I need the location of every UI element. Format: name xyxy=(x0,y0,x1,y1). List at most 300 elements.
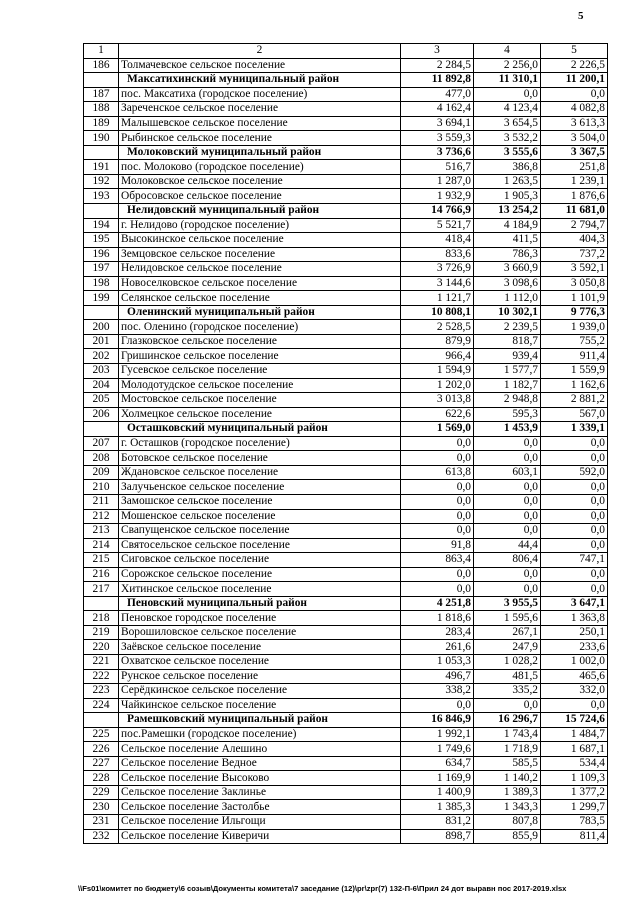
value-col4: 2 239,5 xyxy=(474,320,541,335)
value-col5: 0,0 xyxy=(541,494,608,509)
value-col3: 3 736,6 xyxy=(401,145,474,160)
value-col3: 0,0 xyxy=(401,582,474,597)
table-header-row xyxy=(84,44,608,59)
value-col5: 1 559,9 xyxy=(541,364,608,379)
row-number: 206 xyxy=(84,407,119,422)
value-col4: 1 389,3 xyxy=(474,785,541,800)
value-col5: 250,1 xyxy=(541,625,608,640)
table-row xyxy=(84,611,608,626)
value-col3: 496,7 xyxy=(401,669,474,684)
settlement-name: пос. Оленино (городское поселение) xyxy=(119,320,401,335)
value-col3: 3 559,3 xyxy=(401,131,474,146)
settlement-name: Сельское поселение Заклинье xyxy=(119,785,401,800)
row-number: 224 xyxy=(84,698,119,713)
value-col4: 1 743,4 xyxy=(474,727,541,742)
value-col3: 966,4 xyxy=(401,349,474,364)
value-col5: 251,8 xyxy=(541,160,608,175)
value-col3: 898,7 xyxy=(401,829,474,844)
value-col4: 0,0 xyxy=(474,494,541,509)
row-number: 203 xyxy=(84,364,119,379)
table-row xyxy=(84,364,608,379)
value-col3: 1 287,0 xyxy=(401,174,474,189)
value-col5: 1 101,9 xyxy=(541,291,608,306)
settlement-name: Ворошиловское сельское поселение xyxy=(119,625,401,640)
settlement-name: Мостовское сельское поселение xyxy=(119,393,401,408)
table-row xyxy=(84,698,608,713)
value-col4: 1 263,5 xyxy=(474,174,541,189)
table-row xyxy=(84,742,608,757)
value-col4: 0,0 xyxy=(474,698,541,713)
value-col3: 4 162,4 xyxy=(401,102,474,117)
value-col5: 0,0 xyxy=(541,698,608,713)
table-row xyxy=(84,538,608,553)
row-number: 201 xyxy=(84,334,119,349)
value-col5: 0,0 xyxy=(541,451,608,466)
table-row xyxy=(84,393,608,408)
settlement-name: Холмецкое сельское поселение xyxy=(119,407,401,422)
row-number: 216 xyxy=(84,567,119,582)
settlement-name: Сельское поселение Ведное xyxy=(119,756,401,771)
settlement-name: Нелидовское сельское поселение xyxy=(119,262,401,277)
settlement-name: Мошенское сельское поселение xyxy=(119,509,401,524)
settlement-name: Глазковское сельское поселение xyxy=(119,334,401,349)
value-col5: 3 504,0 xyxy=(541,131,608,146)
value-col4: 939,4 xyxy=(474,349,541,364)
table-row xyxy=(84,247,608,262)
row-number xyxy=(84,305,119,320)
value-col5: 404,3 xyxy=(541,233,608,248)
row-number: 211 xyxy=(84,494,119,509)
value-col3: 1 594,9 xyxy=(401,364,474,379)
row-number: 199 xyxy=(84,291,119,306)
value-col3: 2 284,5 xyxy=(401,58,474,73)
settlement-name: Замошское сельское поселение xyxy=(119,494,401,509)
row-number xyxy=(84,204,119,219)
table-row xyxy=(84,829,608,844)
value-col3: 4 251,8 xyxy=(401,596,474,611)
table-row xyxy=(84,756,608,771)
settlement-name: пос. Максатиха (городское поселение) xyxy=(119,87,401,102)
value-col5: 592,0 xyxy=(541,465,608,480)
row-number: 192 xyxy=(84,174,119,189)
value-col5: 0,0 xyxy=(541,509,608,524)
row-number: 197 xyxy=(84,262,119,277)
value-col3: 0,0 xyxy=(401,567,474,582)
row-number: 219 xyxy=(84,625,119,640)
value-col3: 1 385,3 xyxy=(401,800,474,815)
value-col4: 335,2 xyxy=(474,684,541,699)
row-number: 194 xyxy=(84,218,119,233)
settlement-name: Сельское поселение Киверичи xyxy=(119,829,401,844)
value-col5: 11 681,0 xyxy=(541,204,608,219)
file-path-footer: \\Fs01\комитет по бюджету\6 созыв\Документы комитета\7 заседание (12)\рr\zpr(7) 132-П-6\Прил 24 дот выравн пос 2017-2019.xlsx xyxy=(78,884,567,893)
value-col3: 516,7 xyxy=(401,160,474,175)
value-col3: 0,0 xyxy=(401,509,474,524)
table-row xyxy=(84,814,608,829)
table-row xyxy=(84,160,608,175)
row-number: 229 xyxy=(84,785,119,800)
value-col3: 863,4 xyxy=(401,553,474,568)
value-col5: 3 367,5 xyxy=(541,145,608,160)
value-col4: 0,0 xyxy=(474,480,541,495)
table-row xyxy=(84,524,608,539)
value-col5: 1 109,3 xyxy=(541,771,608,786)
value-col5: 3 647,1 xyxy=(541,596,608,611)
row-number: 226 xyxy=(84,742,119,757)
row-number: 193 xyxy=(84,189,119,204)
row-number: 210 xyxy=(84,480,119,495)
settlement-name: Святосельское сельское поселение xyxy=(119,538,401,553)
district-row xyxy=(84,73,608,88)
row-number xyxy=(84,596,119,611)
table-row xyxy=(84,102,608,117)
table-row xyxy=(84,378,608,393)
value-col3: 261,6 xyxy=(401,640,474,655)
table-row xyxy=(84,654,608,669)
value-col4: 1 028,2 xyxy=(474,654,541,669)
value-col5: 755,2 xyxy=(541,334,608,349)
value-col3: 91,8 xyxy=(401,538,474,553)
value-col3: 0,0 xyxy=(401,480,474,495)
row-number: 202 xyxy=(84,349,119,364)
settlement-name: пос.Рамешки (городское поселение) xyxy=(119,727,401,742)
district-row xyxy=(84,305,608,320)
value-col3: 11 892,8 xyxy=(401,73,474,88)
value-col4: 1 182,7 xyxy=(474,378,541,393)
value-col5: 0,0 xyxy=(541,538,608,553)
table-row xyxy=(84,494,608,509)
value-col3: 0,0 xyxy=(401,494,474,509)
table-row xyxy=(84,465,608,480)
value-col4: 481,5 xyxy=(474,669,541,684)
value-col3: 3 694,1 xyxy=(401,116,474,131)
value-col3: 622,6 xyxy=(401,407,474,422)
table-row xyxy=(84,553,608,568)
table-row xyxy=(84,131,608,146)
settlement-name: Высокинское сельское поселение xyxy=(119,233,401,248)
value-col3: 879,9 xyxy=(401,334,474,349)
value-col3: 1 932,9 xyxy=(401,189,474,204)
value-col4: 4 184,9 xyxy=(474,218,541,233)
value-col3: 1 121,7 xyxy=(401,291,474,306)
table-row xyxy=(84,407,608,422)
table-row xyxy=(84,785,608,800)
settlement-name: Рыбинское сельское поселение xyxy=(119,131,401,146)
settlement-name: Пеновское городское поселение xyxy=(119,611,401,626)
value-col4: 1 112,0 xyxy=(474,291,541,306)
value-col3: 0,0 xyxy=(401,451,474,466)
value-col4: 3 955,5 xyxy=(474,596,541,611)
value-col4: 806,4 xyxy=(474,553,541,568)
value-col3: 634,7 xyxy=(401,756,474,771)
settlement-name: Сельское поселение Застолбье xyxy=(119,800,401,815)
district-row xyxy=(84,145,608,160)
value-col4: 1 453,9 xyxy=(474,422,541,437)
value-col3: 1 169,9 xyxy=(401,771,474,786)
table-row xyxy=(84,480,608,495)
row-number xyxy=(84,422,119,437)
row-number: 220 xyxy=(84,640,119,655)
value-col4: 247,9 xyxy=(474,640,541,655)
table-row xyxy=(84,684,608,699)
district-row xyxy=(84,204,608,219)
row-number xyxy=(84,713,119,728)
settlement-name: Гришинское сельское поселение xyxy=(119,349,401,364)
value-col5: 1 299,7 xyxy=(541,800,608,815)
value-col5: 0,0 xyxy=(541,480,608,495)
district-row xyxy=(84,596,608,611)
table-row xyxy=(84,727,608,742)
value-col4: 3 654,5 xyxy=(474,116,541,131)
table-row xyxy=(84,625,608,640)
value-col5: 1 363,8 xyxy=(541,611,608,626)
settlement-name: Ботовское сельское поселение xyxy=(119,451,401,466)
settlement-name: Обросовское сельское поселение xyxy=(119,189,401,204)
value-col5: 11 200,1 xyxy=(541,73,608,88)
value-col3: 3 144,6 xyxy=(401,276,474,291)
value-col5: 737,2 xyxy=(541,247,608,262)
value-col5: 0,0 xyxy=(541,582,608,597)
value-col3: 418,4 xyxy=(401,233,474,248)
value-col5: 1 239,1 xyxy=(541,174,608,189)
value-col4: 44,4 xyxy=(474,538,541,553)
row-number: 205 xyxy=(84,393,119,408)
value-col3: 283,4 xyxy=(401,625,474,640)
value-col5: 783,5 xyxy=(541,814,608,829)
value-col5: 0,0 xyxy=(541,436,608,451)
value-col3: 5 521,7 xyxy=(401,218,474,233)
table-row xyxy=(84,320,608,335)
settlement-name: Сельское поселение Ильгощи xyxy=(119,814,401,829)
settlement-name: Селянское сельское поселение xyxy=(119,291,401,306)
table-row xyxy=(84,218,608,233)
subsidy-table xyxy=(83,43,608,844)
settlement-name: Осташковский муниципальный район xyxy=(119,422,401,437)
value-col4: 411,5 xyxy=(474,233,541,248)
value-col3: 1 569,0 xyxy=(401,422,474,437)
value-col5: 534,4 xyxy=(541,756,608,771)
value-col5: 1 002,0 xyxy=(541,654,608,669)
row-number: 208 xyxy=(84,451,119,466)
value-col4: 1 595,6 xyxy=(474,611,541,626)
settlement-name: Новоселковское сельское поселение xyxy=(119,276,401,291)
settlement-name: Хитинское сельское поселение xyxy=(119,582,401,597)
column-header: 2 xyxy=(119,44,401,59)
value-col4: 786,3 xyxy=(474,247,541,262)
column-header: 5 xyxy=(541,44,608,59)
value-col4: 16 296,7 xyxy=(474,713,541,728)
value-col4: 3 532,2 xyxy=(474,131,541,146)
settlement-name: Сельское поселение Алешино xyxy=(119,742,401,757)
value-col4: 0,0 xyxy=(474,451,541,466)
table-row xyxy=(84,174,608,189)
value-col4: 1 140,2 xyxy=(474,771,541,786)
row-number: 215 xyxy=(84,553,119,568)
value-col3: 2 528,5 xyxy=(401,320,474,335)
value-col3: 3 013,8 xyxy=(401,393,474,408)
settlement-name: Сорожское сельское поселение xyxy=(119,567,401,582)
value-col4: 3 098,6 xyxy=(474,276,541,291)
row-number: 212 xyxy=(84,509,119,524)
row-number: 221 xyxy=(84,654,119,669)
value-col4: 0,0 xyxy=(474,436,541,451)
row-number: 187 xyxy=(84,87,119,102)
row-number: 200 xyxy=(84,320,119,335)
settlement-name: Зареченское сельское поселение xyxy=(119,102,401,117)
table-row xyxy=(84,582,608,597)
value-col4: 267,1 xyxy=(474,625,541,640)
row-number: 218 xyxy=(84,611,119,626)
table-row xyxy=(84,509,608,524)
value-col4: 585,5 xyxy=(474,756,541,771)
value-col4: 10 302,1 xyxy=(474,305,541,320)
settlement-name: Чайкинское сельское поселение xyxy=(119,698,401,713)
settlement-name: Малышевское сельское поселение xyxy=(119,116,401,131)
row-number: 196 xyxy=(84,247,119,262)
table-row xyxy=(84,669,608,684)
row-number: 227 xyxy=(84,756,119,771)
value-col3: 613,8 xyxy=(401,465,474,480)
value-col5: 332,0 xyxy=(541,684,608,699)
value-col3: 831,2 xyxy=(401,814,474,829)
value-col4: 1 343,3 xyxy=(474,800,541,815)
value-col3: 3 726,9 xyxy=(401,262,474,277)
settlement-name: Заёвское сельское поселение xyxy=(119,640,401,655)
district-row xyxy=(84,713,608,728)
table-row xyxy=(84,771,608,786)
value-col4: 1 718,9 xyxy=(474,742,541,757)
table-row xyxy=(84,276,608,291)
value-col3: 1 818,6 xyxy=(401,611,474,626)
value-col5: 2 794,7 xyxy=(541,218,608,233)
value-col5: 1 162,6 xyxy=(541,378,608,393)
value-col3: 833,6 xyxy=(401,247,474,262)
table-row xyxy=(84,87,608,102)
table-row xyxy=(84,116,608,131)
value-col5: 4 082,8 xyxy=(541,102,608,117)
value-col5: 811,4 xyxy=(541,829,608,844)
settlement-name: Свапущенское сельское поселение xyxy=(119,524,401,539)
row-number: 223 xyxy=(84,684,119,699)
settlement-name: Гусевское сельское поселение xyxy=(119,364,401,379)
value-col5: 1 377,2 xyxy=(541,785,608,800)
value-col3: 0,0 xyxy=(401,436,474,451)
settlement-name: Земцовское сельское поселение xyxy=(119,247,401,262)
table-row xyxy=(84,291,608,306)
value-col4: 1 905,3 xyxy=(474,189,541,204)
table-row xyxy=(84,436,608,451)
row-number: 222 xyxy=(84,669,119,684)
settlement-name: Максатихинский муниципальный район xyxy=(119,73,401,88)
row-number: 189 xyxy=(84,116,119,131)
value-col4: 855,9 xyxy=(474,829,541,844)
value-col5: 2 226,5 xyxy=(541,58,608,73)
settlement-name: пос. Молоково (городское поселение) xyxy=(119,160,401,175)
value-col4: 0,0 xyxy=(474,567,541,582)
value-col3: 1 202,0 xyxy=(401,378,474,393)
settlement-name: Охватское сельское поселение xyxy=(119,654,401,669)
value-col5: 233,6 xyxy=(541,640,608,655)
row-number: 230 xyxy=(84,800,119,815)
value-col4: 603,1 xyxy=(474,465,541,480)
column-header: 4 xyxy=(474,44,541,59)
value-col3: 1 400,9 xyxy=(401,785,474,800)
value-col5: 15 724,6 xyxy=(541,713,608,728)
settlement-name: Молодотудское сельское поселение xyxy=(119,378,401,393)
value-col5: 0,0 xyxy=(541,87,608,102)
value-col5: 0,0 xyxy=(541,567,608,582)
value-col4: 386,8 xyxy=(474,160,541,175)
row-number: 225 xyxy=(84,727,119,742)
settlement-name: г. Осташков (городское поселение) xyxy=(119,436,401,451)
settlement-name: Пеновский муниципальный район xyxy=(119,596,401,611)
value-col5: 1 939,0 xyxy=(541,320,608,335)
settlement-name: Залучьенское сельское поселение xyxy=(119,480,401,495)
row-number: 191 xyxy=(84,160,119,175)
settlement-name: Молоковское сельское поселение xyxy=(119,174,401,189)
column-header: 3 xyxy=(401,44,474,59)
value-col3: 1 749,6 xyxy=(401,742,474,757)
value-col5: 0,0 xyxy=(541,524,608,539)
value-col3: 10 808,1 xyxy=(401,305,474,320)
row-number: 228 xyxy=(84,771,119,786)
row-number: 231 xyxy=(84,814,119,829)
value-col3: 16 846,9 xyxy=(401,713,474,728)
value-col5: 465,6 xyxy=(541,669,608,684)
value-col3: 1 053,3 xyxy=(401,654,474,669)
settlement-name: Сельское поселение Высоково xyxy=(119,771,401,786)
table-row xyxy=(84,233,608,248)
value-col4: 1 577,7 xyxy=(474,364,541,379)
settlement-name: Толмачевское сельское поселение xyxy=(119,58,401,73)
value-col3: 1 992,1 xyxy=(401,727,474,742)
column-header: 1 xyxy=(84,44,119,59)
value-col4: 0,0 xyxy=(474,509,541,524)
table-row xyxy=(84,58,608,73)
value-col4: 2 948,8 xyxy=(474,393,541,408)
table-row xyxy=(84,800,608,815)
value-col4: 807,8 xyxy=(474,814,541,829)
table-row xyxy=(84,262,608,277)
value-col5: 3 613,3 xyxy=(541,116,608,131)
row-number: 204 xyxy=(84,378,119,393)
value-col5: 1 876,6 xyxy=(541,189,608,204)
value-col3: 0,0 xyxy=(401,698,474,713)
value-col4: 3 555,6 xyxy=(474,145,541,160)
row-number: 190 xyxy=(84,131,119,146)
table-row xyxy=(84,640,608,655)
value-col5: 1 339,1 xyxy=(541,422,608,437)
value-col4: 818,7 xyxy=(474,334,541,349)
value-col4: 13 254,2 xyxy=(474,204,541,219)
row-number: 217 xyxy=(84,582,119,597)
value-col5: 2 881,2 xyxy=(541,393,608,408)
row-number: 186 xyxy=(84,58,119,73)
value-col5: 567,0 xyxy=(541,407,608,422)
value-col5: 1 484,7 xyxy=(541,727,608,742)
table-row xyxy=(84,349,608,364)
settlement-name: Рамешковский муниципальный район xyxy=(119,713,401,728)
value-col5: 911,4 xyxy=(541,349,608,364)
value-col5: 747,1 xyxy=(541,553,608,568)
settlement-name: Серёдкинское сельское поселение xyxy=(119,684,401,699)
settlement-name: Сиговское сельское поселение xyxy=(119,553,401,568)
value-col4: 4 123,4 xyxy=(474,102,541,117)
settlement-name: Ждановское сельское поселение xyxy=(119,465,401,480)
value-col4: 2 256,0 xyxy=(474,58,541,73)
value-col5: 9 776,3 xyxy=(541,305,608,320)
row-number: 209 xyxy=(84,465,119,480)
